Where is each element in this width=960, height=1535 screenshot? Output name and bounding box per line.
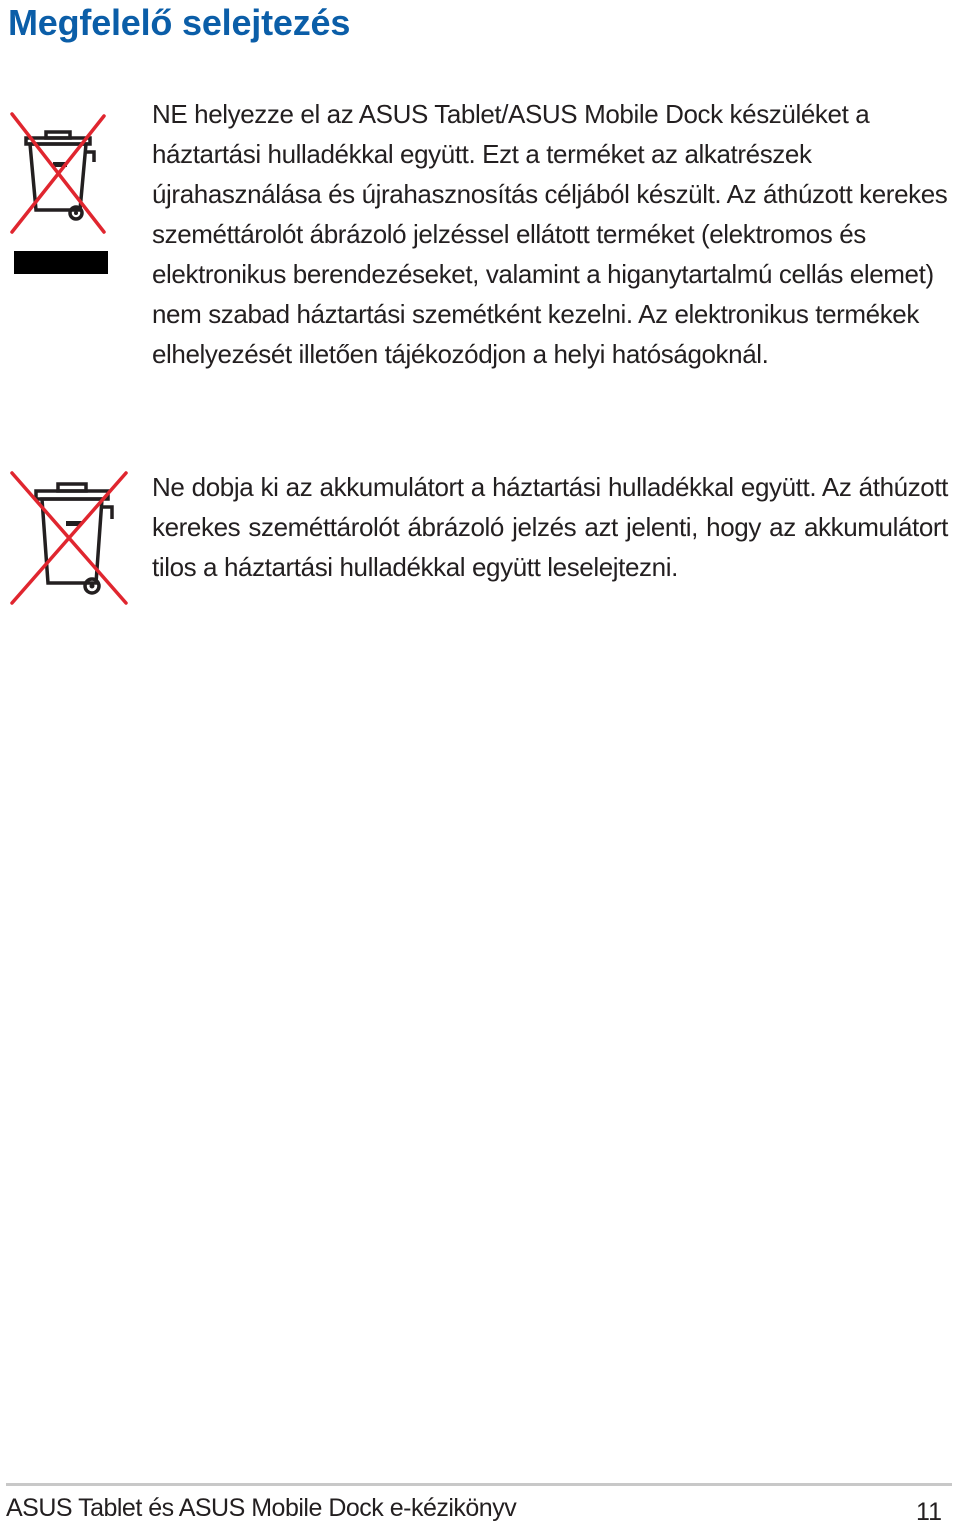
weee-notice-text: NE helyezze el az ASUS Tablet/ASUS Mobile Dock készüléket a háztartási hulladékkal együtt. Ezt a terméket az alkatrészek újrahasználása és újrahasznosítás céljából készült. Az áthúzott kerekes szeméttárolót ábrázoló jelzéssel ellátott terméket (elektromos és elektronikus berendezéseket, valamint a higanytartalmú cellás elemet) nem szabad háztartási szemétként kezelni. Az elektronikus termékek elhelyezését illetően tájékozódjon a helyi hatóságoknál. bbox=[152, 99, 948, 369]
battery-notice-text: Ne dobja ki az akkumulátort a háztartási hulladékkal együtt. Az áthúzott kerekes szeméttárolót ábrázoló jelzés azt jelenti, hogy az akkumulátort tilos a háztartási hulladékkal együtt leselejtezni. bbox=[152, 472, 948, 582]
footer-title: ASUS Tablet és ASUS Mobile Dock e-kézikönyv bbox=[6, 1494, 517, 1522]
footer-divider bbox=[6, 1483, 952, 1486]
crossed-out-wheeled-bin-icon bbox=[8, 108, 112, 278]
crossed-out-wheeled-bin-battery-icon bbox=[8, 469, 132, 609]
page-title: Megfelelő selejtezés bbox=[8, 2, 351, 43]
page-number: 11 bbox=[916, 1498, 942, 1526]
